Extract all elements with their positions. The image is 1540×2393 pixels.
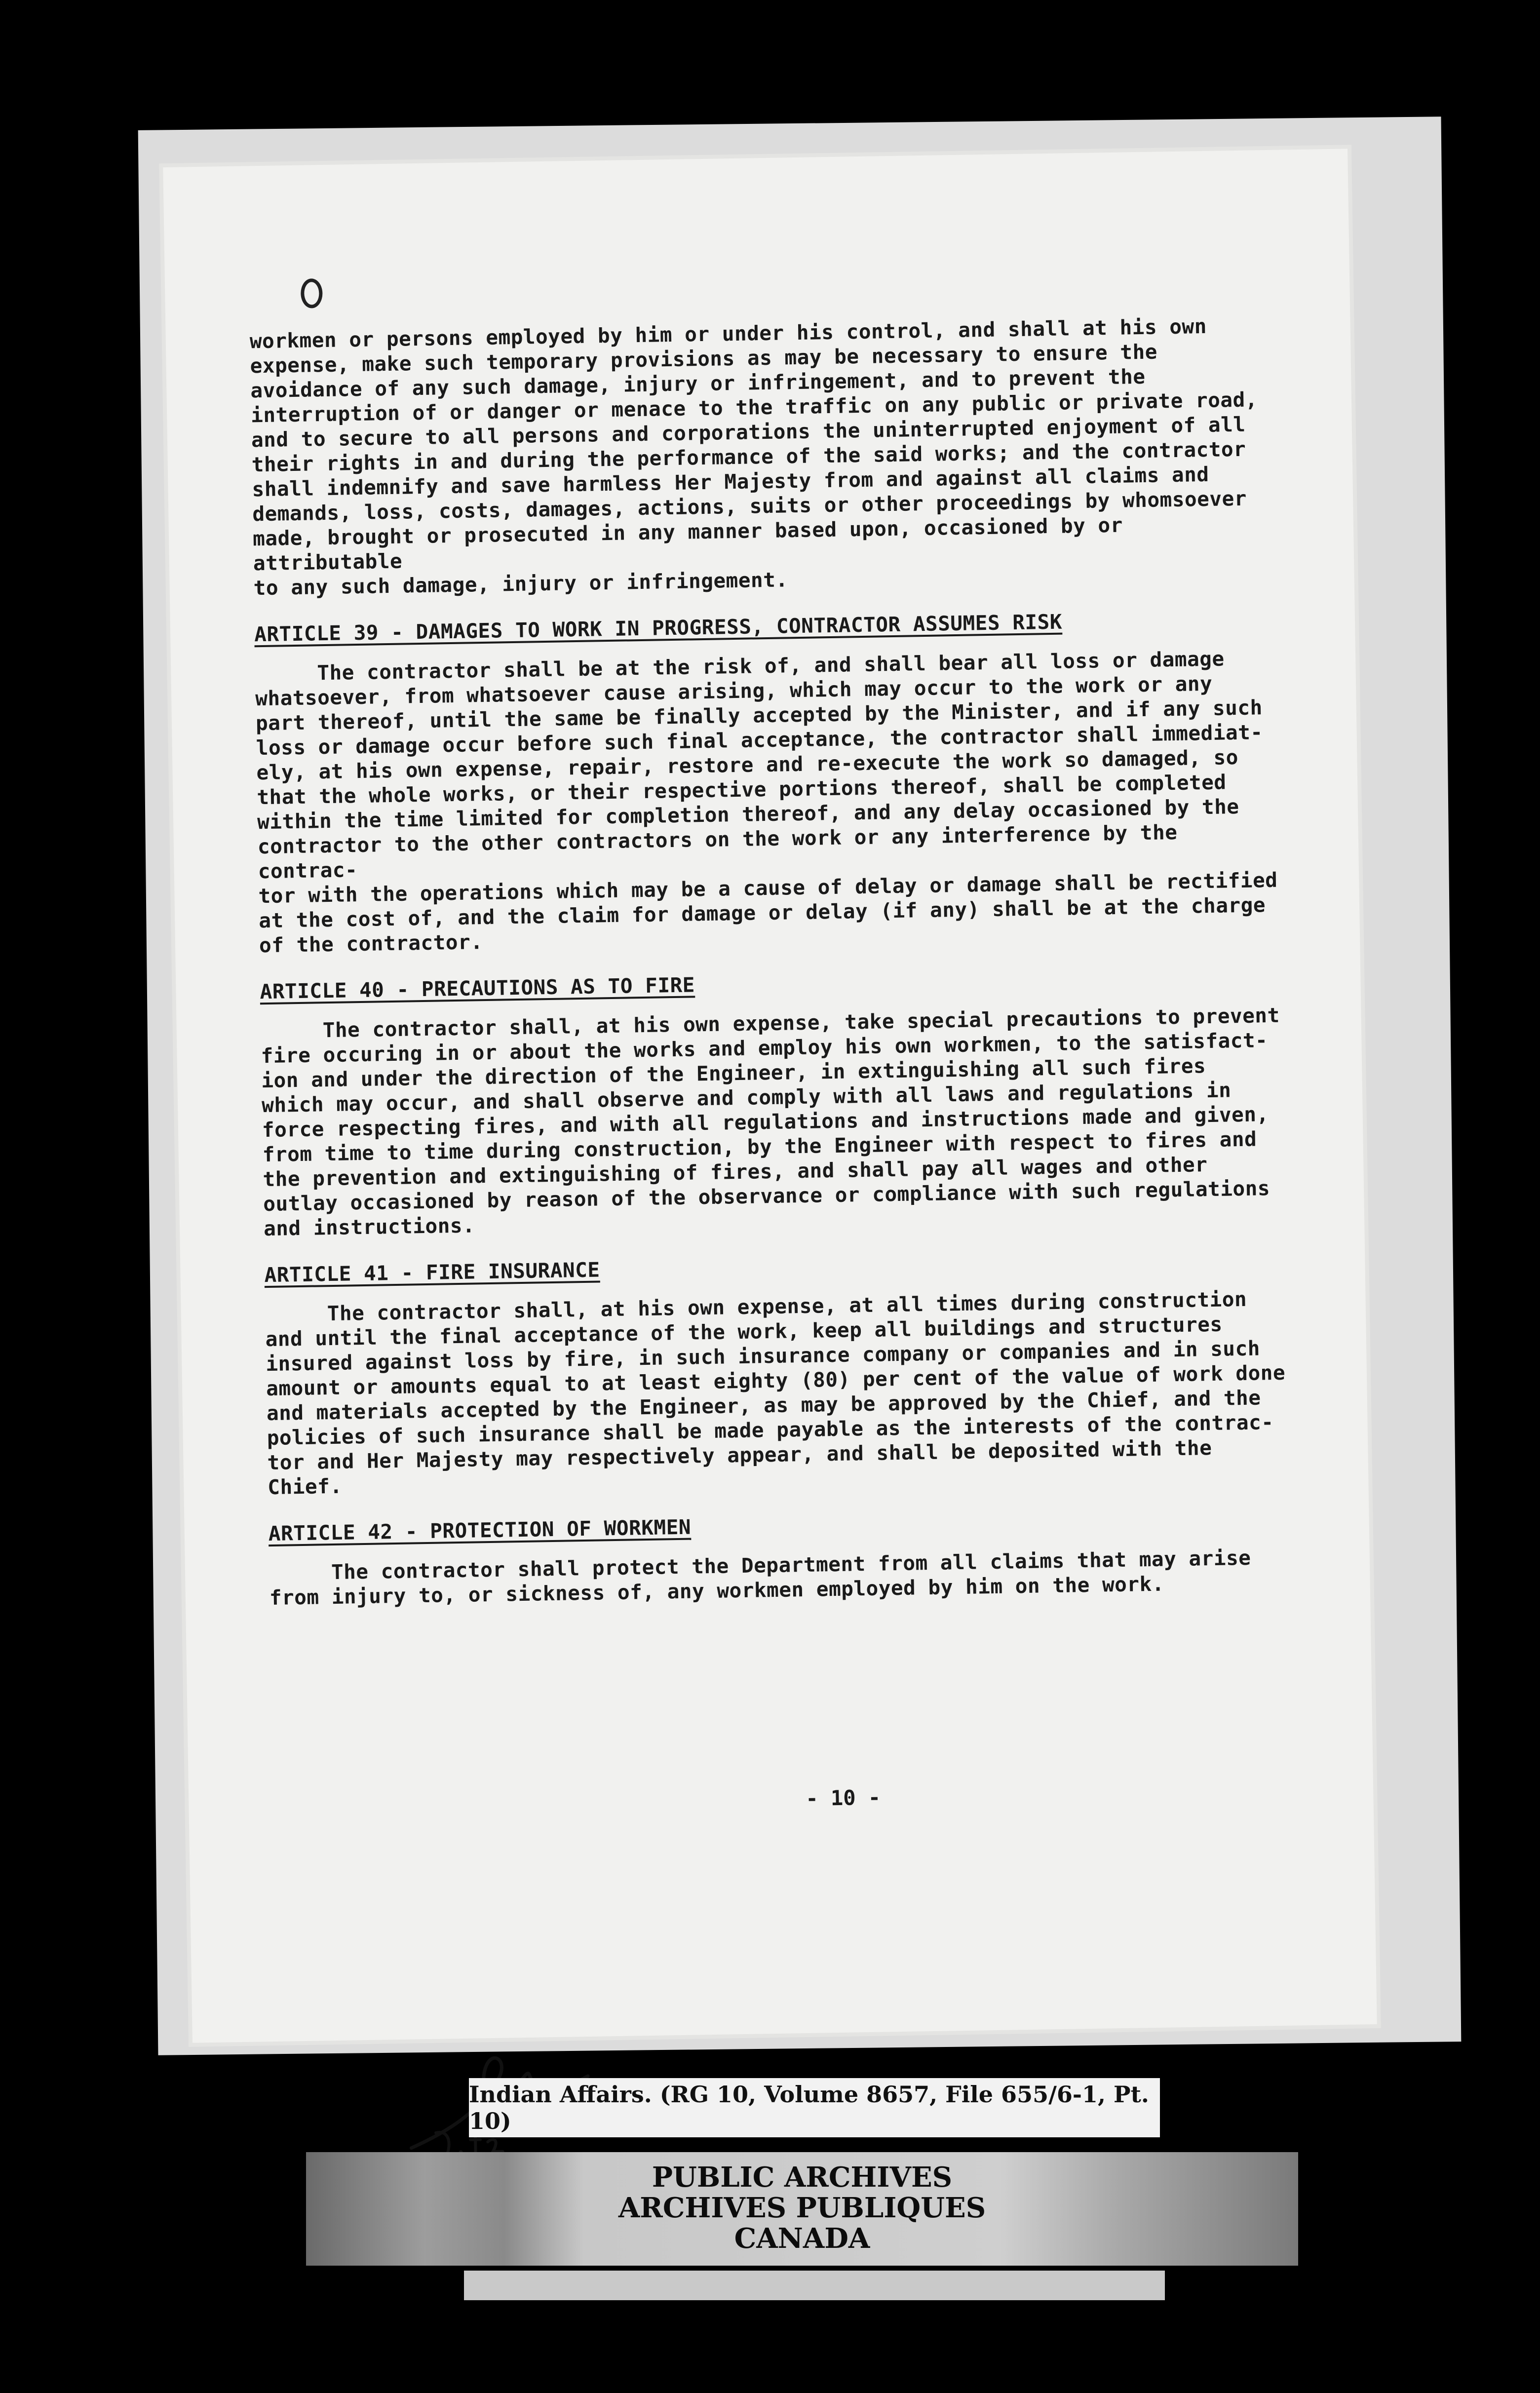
document-body (249, 313, 1296, 1610)
document-page (163, 149, 1377, 2043)
article-40-heading: ARTICLE 40 - PRECAUTIONS AS TO FIRE (260, 973, 695, 1004)
stamp-line-1: PUBLIC ARCHIVES (652, 2161, 953, 2194)
article-42-heading: ARTICLE 42 - PROTECTION OF WORKMEN (268, 1515, 692, 1546)
stamp-line-2: ARCHIVES PUBLIQUES (618, 2192, 986, 2224)
lower-strip (464, 2271, 1165, 2300)
archive-stamp (306, 2152, 1298, 2266)
article-41-heading: ARTICLE 41 - FIRE INSURANCE (264, 1258, 600, 1287)
archive-stamp-text (306, 2162, 1298, 2254)
article-42-text: The contractor shall protect the Department from all claims that may arise from injury to, or sickness of, any workmen employed by him on the work. (269, 1545, 1251, 1610)
archive-reference-text: Indian Affairs. (RG 10, Volume 8657, File 655/6-1, Pt. 10) (469, 2081, 1149, 2134)
stamp-line-3: CANADA (734, 2222, 870, 2255)
intro-paragraph: workmen or persons employed by him or under his control, and shall at his own expense, make such temporary provisions as may be necessary to ensure the avoidance of any such damage, injury or infringement, and to prevent the interruption of or danger or menace to the traffic on any public or private road, and to secure to all persons and corporations the uninterrupted enjoyment of all their rights in and during the performance of the said works; and the contractor shall indemnify and save harmless Her Majesty from and against all claims and demands, loss, costs, damages, actions, suits or other proceedings by whomsoever made, brought or prosecuted in any manner based upon, occasioned by or attributable to any such damage, injury or infringement. (249, 314, 1258, 600)
article-39-heading: ARTICLE 39 - DAMAGES TO WORK IN PROGRESS, CONTRACTOR ASSUMES RISK (254, 610, 1063, 647)
page-number: - 10 - (805, 1785, 881, 1811)
article-41-text: The contractor shall, at his own expense, at all times during construction and until the final acceptance of the work, keep all buildings and structures insured against loss by fire, in such insurance company or companies and in such amount or amounts equal to at least eighty (80) per cent of the value of work done and materials accepted by the Engineer, as may be approved by the Chief, and the policies of such insurance shall be made payable as the interests of the contrac- tor and Her Majesty may respectively appear, and shall be deposited with the Chief. (265, 1287, 1286, 1500)
article-39-text: The contractor shall be at the risk of, and shall bear all loss or damage whatsoever, from whatsoever cause arising, which may occur to the work or any part thereof, until the same be finally accepted by the Minister, and if any such loss or damage occur before such final acceptance, the contractor shall immediat- ely, at his own expense, repair, restore and re-execute the work so damaged, so that the whole works, or their respective portions thereof, shall be completed within the time limited for completion thereof, and any delay occasioned by the contractor to the other contractors on the work or any interference by the contrac- tor with the operations which may be a cause of delay or damage shall be rectified at the cost of, and the claim for damage or delay (if any) shall be at the charge of the contractor. (255, 647, 1278, 958)
archive-reference-label (469, 2078, 1160, 2137)
article-40-text: The contractor shall, at his own expense, take special precautions to prevent fire occuring in or about the works and employ his own workmen, to the satisfact- ion and under the direction of the Engineer, in extinguishing all such fires which may occur, and shall observe and comply with all laws and regulations in force respecting fires, and with all regulations and instructions made and given, from time to time during construction, by the Engineer with respect to fires and the prevention and extinguishing of fires, and shall pay all wages and other outlay occasioned by reason of the observance or compliance with such regulations and instructions. (260, 1003, 1280, 1241)
punch-hole-icon (301, 278, 323, 309)
